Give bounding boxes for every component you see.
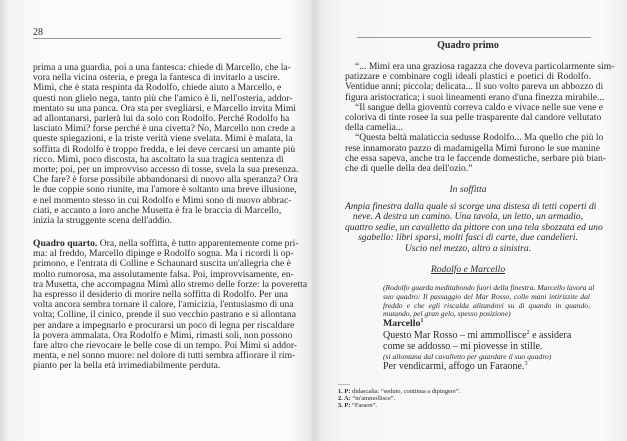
text-line: Ampia finestra dalla quale si scorge una distesa di tetti coperti di <box>345 201 597 212</box>
text-line: queste spiegazioni, e la triste verità viene svelata. Mimì è malata, la <box>33 133 293 145</box>
running-head: Quadro primo <box>437 40 499 51</box>
text-line: suo quadro: Il passaggio del Mar Rosso, colle mani intirizzite dal <box>383 291 590 301</box>
text-line: che essa sapeva, anche tra le faccende domestiche, serbare più bian- <box>345 152 607 164</box>
footnote <box>338 388 460 395</box>
header-rule <box>33 38 281 39</box>
text-line: neve. A destra un camino. Una tavola, un letto, un armadio, <box>352 211 584 223</box>
footnote-text: “Faraon”. <box>350 402 378 409</box>
text-line: “Questa beltà malaticcia sedusse Rodolfo... Ma quello che più lo <box>355 132 604 144</box>
footnote-ref: 1 <box>420 318 424 324</box>
verse-line <box>383 330 571 341</box>
footnote <box>338 395 395 402</box>
text-line: “... Mimì era una graziosa ragazza che doveva particolarmente sim- <box>355 61 615 72</box>
text-line: primono, e l'entrata di Colline e Schaunard suscita un'allegria che è <box>33 258 291 270</box>
page-number: 28 <box>33 27 43 38</box>
text-line: e nel momento stesso in cui Rodolfo e Mimì sono di nuovo abbrac- <box>33 194 292 206</box>
footnote-rule <box>338 384 350 385</box>
text-line: della camelia... <box>345 122 404 134</box>
text-line: Che fare? è forse possibile abbandonarsi di nuovo alla speranza? Ora <box>33 174 298 186</box>
verse-line: come se addosso – mi piovesse in stille. <box>383 341 543 352</box>
footnote-ref: 3 <box>524 361 528 367</box>
verse-text: e assidera <box>529 330 572 341</box>
text-line: menta, e nel sonno muore: nel dolore di tutti sembra affiorare il rim- <box>33 350 296 362</box>
text-line: le due coppie sono riunite, ma l'amore è soltanto una breve illusione, <box>33 184 297 196</box>
scene-title: In soffitta <box>449 184 487 195</box>
text-line: prima a una guardia, poi a una fantesca: chiede di Marcello, che la- <box>33 62 291 73</box>
text-line: lasciato Mimì? forse perché è una civetta? No, Marcello non crede a <box>33 123 296 135</box>
footnote-ref: 2 <box>526 330 530 336</box>
text-line: Ventidue anni; piccola; delicata... Il suo volto pareva un abbozzo di <box>345 81 604 93</box>
footnote-text: “m'ammollisce”. <box>350 395 396 402</box>
footnote-number: 1. P: <box>338 388 351 395</box>
verse-text: Questo Mar Rosso – mi ammollisce <box>383 330 527 341</box>
text-line: che di quelle della dea dell'ozio.” <box>345 163 473 174</box>
text-line: volta ancora sembra tornare il calore, l'amicizia, l'entusiasmo di una <box>33 299 294 311</box>
text-line: sgabello: libri sparsi, molti fasci di carte, due candelieri. <box>358 232 578 244</box>
inline-stage-direction: (si allontana dal cavalletto per guardare il suo quadro) <box>383 352 552 361</box>
speaker-label: Marcello <box>383 318 421 329</box>
text-line: vora nella vicina osteria, e prega la fantesca di invitarlo a uscire. <box>33 72 280 84</box>
header-rule <box>357 37 591 38</box>
text-line: (Rodolfo guarda meditabondo fuori della finestra. Marcello lavora al <box>383 283 595 292</box>
text-line: la povera ammalata. Ora Rodolfo e Mimì, rimasti soli, non possono <box>33 329 293 341</box>
text-line: inizia la struggente scena dell'addio. <box>33 215 172 226</box>
text-line: ma: al freddo, Marcello dipinge e Rodolfo sogna. Ma i ricordi li op- <box>33 248 294 260</box>
text-span: Ora, nella soffitta, è tutto apparentemente come pri- <box>97 238 299 249</box>
text-line: rese innamorato pazzo di madamigella Mimì furono le sue manine <box>345 142 600 154</box>
text-line: tra Musetta, che accompagna Mimì allo stremo delle forze: la poveretta <box>33 278 308 290</box>
text-line: Mimì, che è stata respinta da Rodolfo, chiede aiuto a Marcello, e <box>33 82 282 94</box>
characters-on-stage: Rodolfo e Marcello <box>430 264 506 275</box>
text-line: soffitta di Rodolfo è troppo fredda, e lei deve cercarsi un amante più <box>33 143 296 155</box>
text-line: questi non glielo nega, tanto più che l'amico è lì, nell'osteria, addor- <box>33 92 293 104</box>
text-line: quattro sedie, un cavalletto da pittore con una tela sbozzata ed uno <box>345 221 603 233</box>
text-line: figura aristocratica; i suoi lineamenti erano d'una finezza mirabile... <box>345 91 605 103</box>
text-line: patizzare e combinare cogli ideali plastici e poetici di Rodolfo. <box>345 71 591 83</box>
text-line: per andare a impegnarlo e procurarsi un poco di legna per riscaldare <box>33 319 295 331</box>
footnote-number: 3. P: <box>338 402 351 409</box>
text-line: ha espresso il desiderio di morire nella soffitta di Rodolfo. Per una <box>33 289 289 300</box>
section-lead: Quadro quarto. <box>33 238 98 249</box>
footnote-number: 2. A: <box>338 395 351 402</box>
text-line: Uscio nel mezzo, altro a sinistra. <box>404 242 532 254</box>
text-line: ciati, e accanto a loro anche Musetta è fra le braccia di Marcello, <box>33 204 282 216</box>
text-line: volta; Colline, il cinico, prende il suo vecchio pastrano e si allontana <box>33 309 296 321</box>
speaker-name <box>383 318 423 329</box>
text-line: pianto per la bella età irrimediabilmente perduta. <box>33 360 221 372</box>
text-line: freddo e che egli riscalda alitandovi su di quando in quando, <box>383 300 590 310</box>
text-line: fare altro che rievocare le belle cose di un tempo. Poi Mimì si addor- <box>33 340 298 351</box>
text-line: ricco. Mimì, poco discosta, ha ascoltato la sua tragica sentenza di <box>33 153 284 165</box>
footnote-text: didascalia: “seduto, continua a dipingere”. <box>350 388 461 395</box>
text-line: coloriva di tinte rosee la sua pelle trasparente dal candore vellutato <box>345 112 602 123</box>
verse-text: Per vendicarmi, affogo un Faraone. <box>383 361 525 372</box>
text-line: ad allontanarsi, parlerà lui da solo con Rodolfo. Perché Rodolfo ha <box>33 113 290 124</box>
text-line: mentato su una panca. Ora sta per svegliarsi, e Marcello invita Mimì <box>33 102 296 114</box>
verse-line <box>383 361 527 372</box>
text-line: molto rumorosa, ma assolutamente falsa. Poi, improvvisamente, en- <box>33 268 294 280</box>
text-line: morte; poi, per un improvviso accesso di tosse, svela la sua presenza. <box>33 164 299 175</box>
text-line: mutando, pel gran gelo, spesso posizione) <box>383 309 511 319</box>
text-line: “Il sangue della gioventù correva caldo e vivace nelle sue vene e <box>355 101 603 113</box>
footnote <box>338 402 377 409</box>
